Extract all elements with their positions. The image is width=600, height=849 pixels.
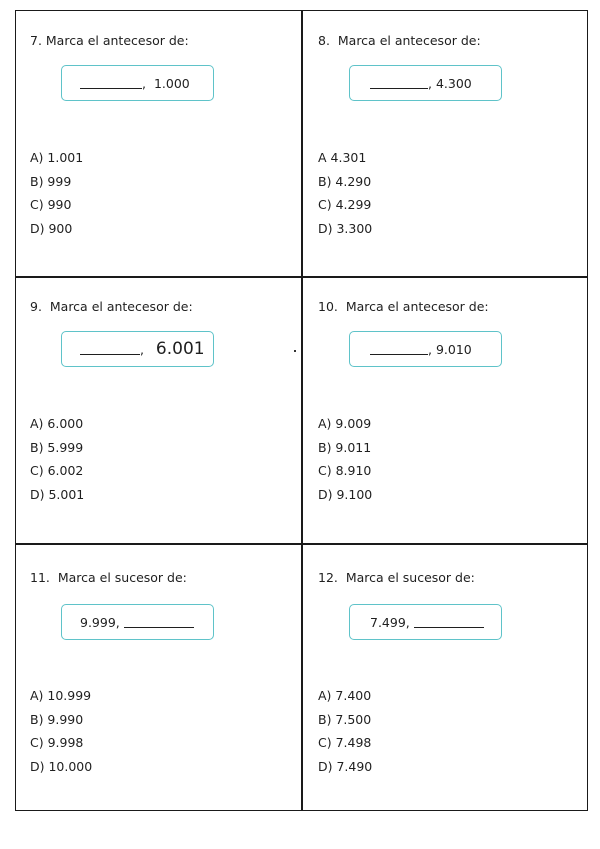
options-list — [30, 412, 84, 506]
option-a[interactable]: A) 10.999 — [30, 688, 92, 703]
given-number: 4.300 — [435, 75, 472, 91]
question-title: 11. Marca el sucesor de: — [30, 570, 187, 585]
given-number: 9.999 — [80, 614, 116, 630]
answer-blank[interactable] — [80, 343, 140, 355]
separator: , — [405, 614, 410, 630]
answer-blank[interactable] — [80, 77, 142, 89]
options-list — [318, 412, 372, 506]
option-c[interactable]: C) 7.498 — [318, 735, 372, 750]
answer-blank[interactable] — [370, 343, 428, 355]
option-b[interactable]: B) 9.011 — [318, 439, 372, 455]
answer-blank[interactable] — [370, 77, 428, 89]
option-d[interactable]: D) 9.100 — [318, 486, 373, 502]
option-d[interactable]: D) 7.490 — [318, 758, 373, 774]
separator: , — [115, 614, 120, 630]
question-11-cell — [16, 544, 301, 810]
question-9-cell — [16, 277, 301, 543]
question-8-cell — [302, 11, 588, 276]
answer-box[interactable] — [61, 604, 214, 640]
options-list — [30, 684, 92, 778]
option-c[interactable]: C) 4.299 — [318, 197, 372, 212]
option-c[interactable]: C) 9.998 — [30, 735, 84, 750]
option-d[interactable]: D) 10.000 — [30, 758, 93, 774]
option-b[interactable]: B) 9.990 — [30, 711, 84, 727]
given-number: 9.010 — [435, 341, 472, 357]
stray-mark — [294, 350, 296, 352]
option-a[interactable]: A 4.301 — [318, 150, 367, 165]
answer-box[interactable] — [349, 604, 502, 640]
option-b[interactable]: B) 4.290 — [318, 173, 372, 189]
question-title: 10. Marca el antecesor de: — [318, 299, 489, 314]
worksheet-grid — [15, 10, 588, 811]
option-a[interactable]: A) 9.009 — [318, 416, 372, 431]
option-b[interactable]: B) 999 — [30, 173, 72, 189]
question-7-cell — [16, 11, 301, 276]
option-d[interactable]: D) 5.001 — [30, 486, 85, 502]
question-title: 7. Marca el antecesor de: — [30, 33, 189, 48]
separator: , — [140, 341, 144, 357]
option-b[interactable]: B) 5.999 — [30, 439, 84, 455]
options-list — [318, 146, 372, 240]
option-c[interactable]: C) 8.910 — [318, 463, 372, 478]
given-number: 6.001 — [155, 339, 205, 359]
option-b[interactable]: B) 7.500 — [318, 711, 372, 727]
options-list — [318, 684, 372, 778]
given-number: 7.499 — [370, 614, 406, 630]
option-a[interactable]: A) 6.000 — [30, 416, 84, 431]
option-a[interactable]: A) 7.400 — [318, 688, 372, 703]
separator: , — [428, 341, 432, 357]
answer-blank[interactable] — [414, 616, 484, 628]
question-title: 12. Marca el sucesor de: — [318, 570, 475, 585]
option-c[interactable]: C) 990 — [30, 197, 72, 212]
answer-box[interactable] — [61, 65, 214, 101]
question-12-cell — [302, 544, 588, 810]
separator: , — [428, 75, 432, 91]
option-d[interactable]: D) 3.300 — [318, 220, 373, 236]
option-d[interactable]: D) 900 — [30, 220, 73, 236]
answer-box[interactable] — [349, 65, 502, 101]
options-list — [30, 146, 83, 240]
question-title: 8. Marca el antecesor de: — [318, 33, 481, 48]
answer-box[interactable] — [61, 331, 214, 367]
answer-blank[interactable] — [124, 616, 194, 628]
given-number: 1.000 — [153, 75, 190, 91]
question-title: 9. Marca el antecesor de: — [30, 299, 193, 314]
option-a[interactable]: A) 1.001 — [30, 150, 84, 165]
answer-box[interactable] — [349, 331, 502, 367]
question-10-cell — [302, 277, 588, 543]
separator: , — [142, 75, 146, 91]
option-c[interactable]: C) 6.002 — [30, 463, 84, 478]
